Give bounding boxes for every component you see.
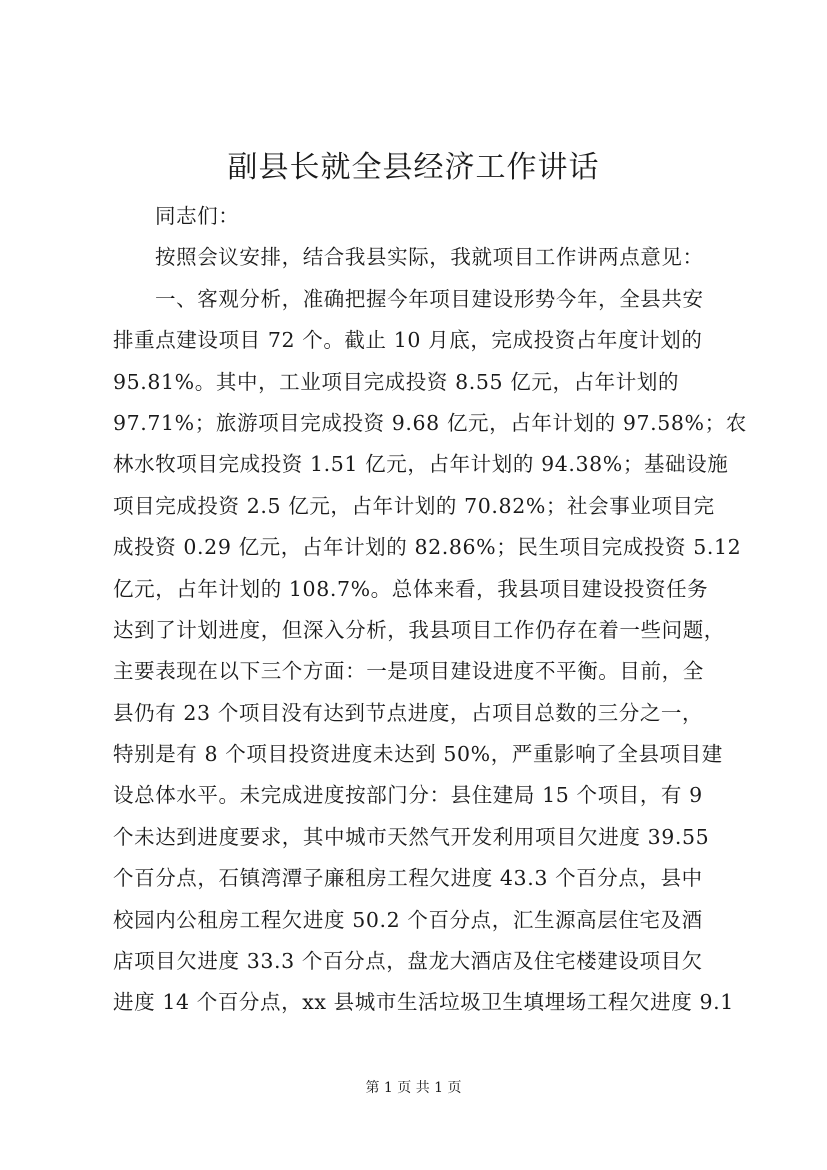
document-title: 副县长就全县经济工作讲话	[227, 150, 600, 185]
paragraph-line: 97.71%；旅游项目完成投资 9.68 亿元，占年计划的 97.58%；农	[113, 410, 747, 435]
paragraph-line: 按照会议安排，结合我县实际，我就项目工作讲两点意见：	[155, 245, 704, 270]
paragraph-line: 特别是有 8 个项目投资进度未达到 50%，严重影响了全县项目建	[113, 742, 723, 767]
paragraph-line: 校园内公租房工程欠进度 50.2 个百分点，汇生源高层住宅及酒	[113, 907, 703, 932]
paragraph-line: 林水牧项目完成投资 1.51 亿元，占年计划的 94.38%；基础设施	[113, 452, 729, 477]
paragraph-line: 个百分点，石镇湾潭子廉租房工程欠进度 43.3 个百分点，县中	[113, 866, 703, 891]
paragraph-line: 店项目欠进度 33.3 个百分点，盘龙大酒店及住宅楼建设项目欠	[113, 949, 703, 974]
paragraph-line: 排重点建设项目 72 个。截止 10 月底，完成投资占年度计划的	[113, 328, 703, 353]
document-body	[113, 196, 747, 1024]
paragraph-line: 95.81%。其中，工业项目完成投资 8.55 亿元，占年计划的	[113, 369, 680, 394]
paragraph-line: 县仍有 23 个项目没有达到节点进度，占项目总数的三分之一，	[113, 700, 704, 725]
salutation-line: 同志们：	[155, 204, 240, 228]
paragraph-line: 项目完成投资 2.5 亿元，占年计划的 70.82%；社会事业项目完	[113, 493, 715, 518]
paragraph-line: 成投资 0.29 亿元，占年计划的 82.86%；民生项目完成投资 5.12	[113, 535, 742, 560]
paragraph-line: 个未达到进度要求，其中城市天然气开发利用项目欠进度 39.55	[113, 824, 710, 849]
paragraph-line: 亿元，占年计划的 108.7%。总体来看，我县项目建设投资任务	[113, 576, 709, 601]
paragraph-line: 一、客观分析，准确把握今年项目建设形势今年，全县共安	[155, 286, 704, 311]
paragraph-line: 主要表现在以下三个方面：一是项目建设进度不平衡。目前，全	[113, 659, 704, 684]
page-footer: 第 1 页 共 1 页	[365, 1080, 462, 1096]
paragraph-line: 达到了计划进度，但深入分析，我县项目工作仍存在着一些问题，	[113, 617, 725, 642]
paragraph-line: 进度 14 个百分点，xx 县城市生活垃圾卫生填埋场工程欠进度 9.1	[113, 990, 734, 1015]
paragraph-line: 设总体水平。未完成进度按部门分：县住建局 15 个项目，有 9	[113, 783, 703, 808]
